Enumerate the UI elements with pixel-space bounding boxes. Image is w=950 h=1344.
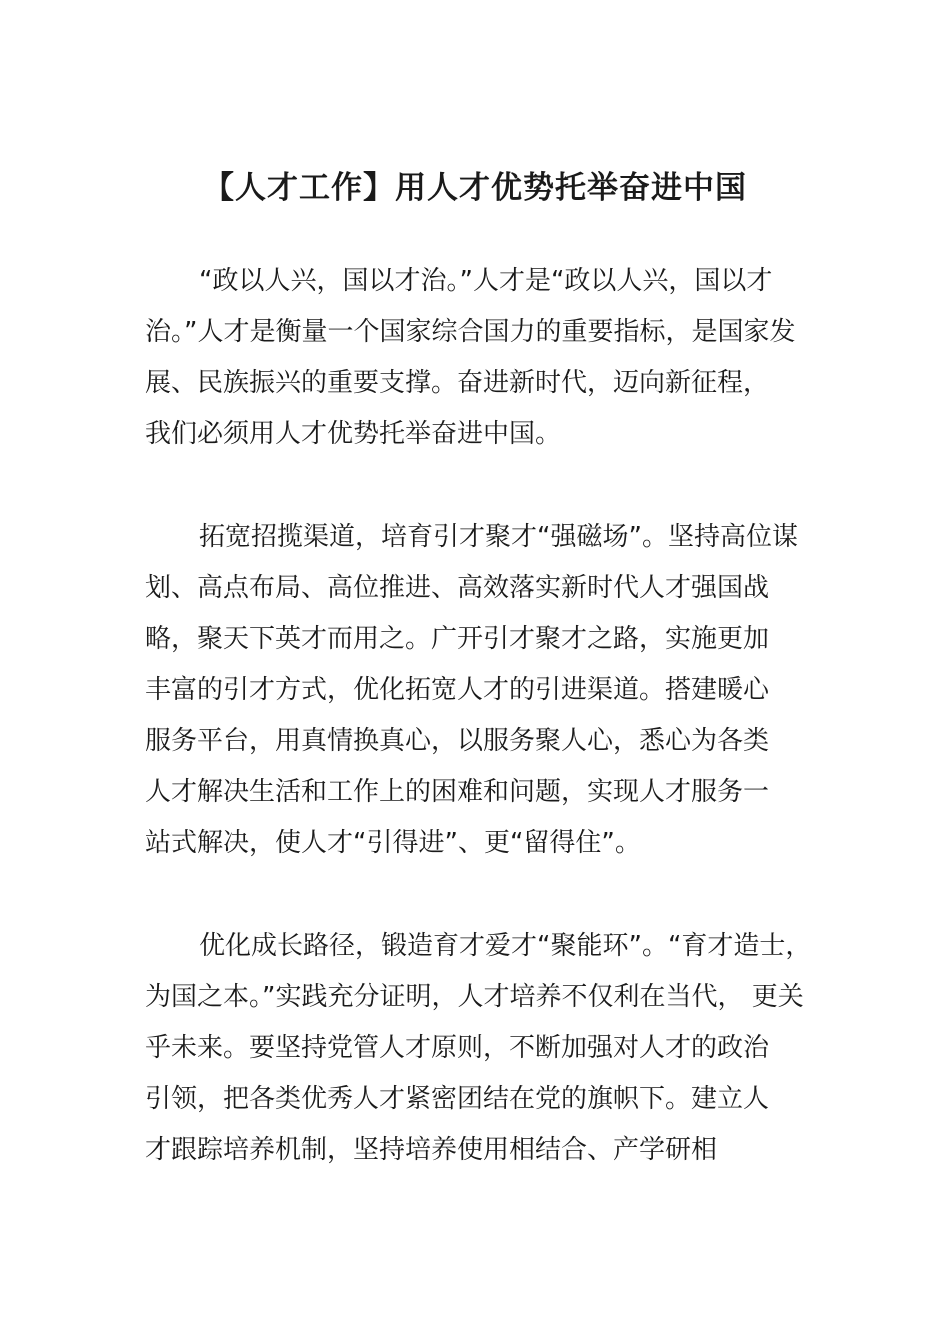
paragraph-1	[145, 256, 807, 460]
paragraph-line: 为国之本。”实践充分证明，人才培养不仅利在当代， 更关	[145, 982, 804, 1012]
paragraph-line: 优化成长路径，锻造育才爱才“聚能环”。“育才造士，	[199, 931, 812, 961]
paragraph-line: 乎未来。要坚持党管人才原则，不断加强对人才的政治	[145, 1033, 770, 1063]
paragraph-line: 我们必须用人才优势托举奋进中国。	[145, 419, 562, 449]
document-body	[145, 256, 812, 1228]
paragraph-line: 治。”人才是衡量一个国家综合国力的重要指标，是国家发	[145, 317, 796, 347]
paragraph-3	[145, 921, 812, 1176]
paragraph-line: 人才解决生活和工作上的困难和问题，实现人才服务一	[145, 777, 770, 807]
paragraph-line: 展、民族振兴的重要支撑。奋进新时代，迈向新征程，	[145, 368, 770, 398]
paragraph-line: 引领，把各类优秀人才紧密团结在党的旗帜下。建立人	[145, 1084, 770, 1114]
paragraph-line: 站式解决，使人才“引得进”、更“留得住”。	[145, 828, 641, 858]
paragraph-line: 略，聚天下英才而用之。广开引才聚才之路，实施更加	[145, 624, 770, 654]
document-title: 【人才工作】用人才优势托举奋进中国	[203, 170, 747, 206]
paragraph-line: 划、高点布局、高位推进、高效落实新时代人才强国战	[145, 573, 770, 603]
paragraph-line: 丰富的引才方式，优化拓宽人才的引进渠道。搭建暖心	[145, 675, 770, 705]
paragraph-line: 拓宽招揽渠道，培育引才聚才“强磁场”。坚持高位谋	[199, 522, 798, 552]
paragraph-line: “政以人兴，国以才治。”人才是“政以人兴，国以才	[199, 266, 773, 296]
paragraph-line: 才跟踪培养机制，坚持培养使用相结合、产学研相	[145, 1135, 718, 1165]
paragraph-2	[145, 512, 807, 869]
paragraph-line: 服务平台，用真情换真心，以服务聚人心，悉心为各类	[145, 726, 770, 756]
